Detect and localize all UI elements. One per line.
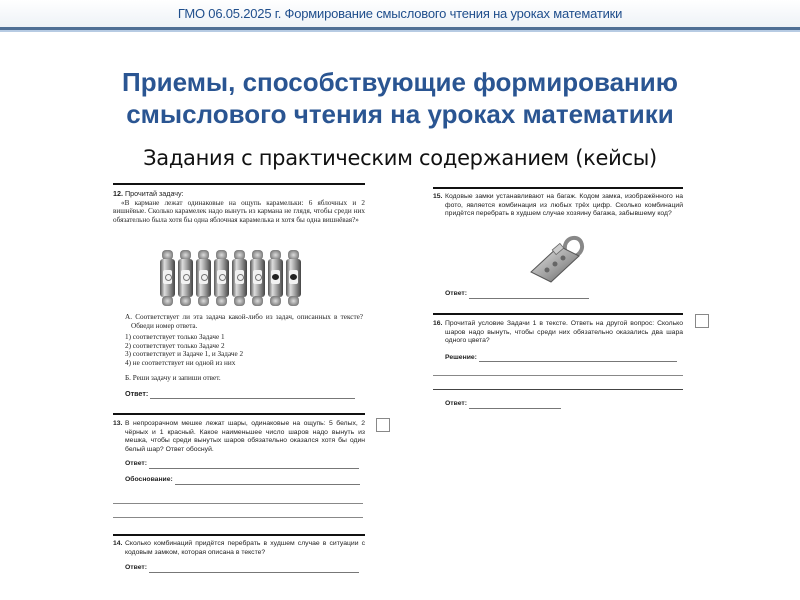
combination-lock-icon (525, 232, 589, 284)
header-divider-light (0, 30, 800, 32)
task13-answer-label: Ответ: (125, 460, 147, 468)
apple-candy-icon (250, 250, 265, 306)
task13-top-rule (113, 413, 365, 415)
task13-reason-field[interactable] (175, 477, 360, 485)
slide-subtitle: Задания с практическим содержанием (кейсы) (143, 146, 657, 170)
task13-number: 13. (113, 420, 123, 427)
task16-answer-field[interactable] (469, 401, 561, 409)
apple-candy-icon (178, 250, 193, 306)
task15-answer-label: Ответ: (445, 290, 467, 297)
apple-candy-icon (160, 250, 175, 306)
apple-candy-icon (196, 250, 211, 306)
task12-part-a-text: А. Соответствует ли эта задача какой-либо из задач, описанных в тексте? Обведи номер ответа. (125, 313, 363, 330)
task15-answer (445, 290, 645, 299)
header-bar (0, 0, 800, 27)
task14 (113, 540, 365, 573)
task16-answer (445, 400, 645, 409)
task15-answer-field[interactable] (469, 291, 589, 299)
task13-reason-line-2[interactable] (113, 503, 363, 504)
slide-title-line2: смыслового чтения на уроках математики (126, 99, 674, 129)
task14-top-rule (113, 534, 365, 536)
task12-option-1[interactable]: 1) соответствует только Задаче 1 (125, 333, 225, 342)
task13 (113, 420, 365, 485)
task13-text: В непрозрачном мешке лежат шары, одинаковые на ощупь: 5 белых, 2 чёрных и 1 красный. Какое наименьшее число шаров надо вынуть из мешка, чтобы среди вынутых шаров обязательно оказался хотя бы один белый шар? Ответ обоснуй. (125, 420, 365, 453)
task16-number: 16. (433, 320, 443, 327)
task13-reason-label: Обоснование: (125, 475, 173, 483)
candies-image (160, 250, 301, 306)
apple-candy-icon (232, 250, 247, 306)
task13-score-box[interactable] (376, 418, 390, 432)
task14-answer-field[interactable] (149, 565, 359, 573)
cherry-candy-icon (286, 250, 301, 306)
task13-reason-line-3[interactable] (113, 517, 363, 518)
task13-answer-field[interactable] (149, 461, 359, 469)
task12-option-2[interactable]: 2) соответствует только Задаче 2 (125, 341, 225, 350)
task12 (113, 190, 365, 224)
task15-top-rule (433, 187, 683, 189)
task12-number: 12. (113, 189, 123, 198)
task12-option-3[interactable]: 3) соответствует и Задаче 1, и Задаче 2 (125, 350, 244, 359)
task16-answer-label: Ответ: (445, 400, 467, 407)
running-title: ГМО 06.05.2025 г. Формирование смыслового чтения на уроках математики (177, 6, 623, 21)
task12-option-4[interactable]: 4) не соответствует ни одной из них (125, 358, 236, 367)
task16-solution-line-3[interactable] (433, 389, 683, 390)
task12-part-a (125, 313, 363, 399)
task12-top-rule (113, 183, 365, 185)
cherry-candy-icon (268, 250, 283, 306)
apple-candy-icon (214, 250, 229, 306)
task14-text: Сколько комбинаций придётся перебрать в худшем случае в ситуации с кодовым замком, которая описана в тексте? (125, 540, 365, 556)
task12-answer-field[interactable] (150, 391, 355, 399)
task12-part-b: Б. Реши задачу и запиши ответ. (125, 373, 221, 382)
task15 (433, 193, 683, 219)
task16-solution-label: Решение: (445, 353, 477, 361)
task12-answer-label: Ответ: (125, 389, 149, 399)
task16 (433, 320, 683, 362)
task16-solution-line-2[interactable] (433, 375, 683, 376)
slide-title-line1: Приемы, способствующие формированию (122, 67, 678, 97)
task15-text: Кодовые замки устанавливают на багаж. Кодом замка, изображённого на фото, является комбинация из любых трёх цифр. Сколько комбинаций придётся перебрать в худшем случае хозяину багажа, забывшему код? (445, 193, 683, 218)
task16-top-rule (433, 313, 683, 315)
task16-solution-field[interactable] (479, 354, 677, 362)
task16-text: Прочитай условие Задачи 1 в тексте. Ответь на другой вопрос: Сколько шаров надо вынуть, чтобы среди них обязательно оказались два шара одного цвета? (445, 320, 683, 345)
task15-number: 15. (433, 193, 443, 200)
slide-title (60, 66, 740, 130)
task12-options (125, 333, 363, 367)
task12-text: «В кармане лежат одинаковые на ощупь карамельки: 6 яблочных и 2 вишнёвые. Сколько карамелек надо вынуть из кармана не глядя, чтобы среди них обязательно была хотя бы одна яблочная карамелька и хотя бы одна вишнёвая?» (113, 198, 365, 224)
task14-number: 14. (113, 540, 123, 547)
task12-intro: Прочитай задачу: (125, 189, 184, 198)
task14-answer-label: Ответ: (125, 564, 147, 572)
task16-score-box[interactable] (695, 314, 709, 328)
